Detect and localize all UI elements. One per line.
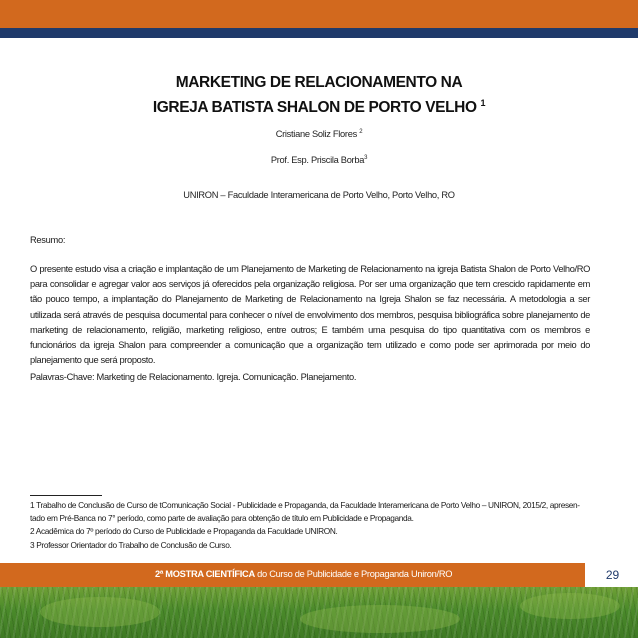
footer-text: [155, 569, 452, 579]
grass-footer-image: [0, 587, 638, 638]
page-number: 29: [587, 563, 638, 587]
author-2-marker: 3: [364, 155, 368, 161]
paper-title: [30, 72, 608, 118]
abstract-text: O presente estudo visa a criação e implantação de um Planejamento de Marketing de Relacionamento na igreja Batista Shalon de Porto Velho/RO para consolidar e agregar valor aos serviços já oferecidos pela organização religiosa. Por ser uma organização que tem crescido rapidamente em tão pouco tempo, a implantação do Planejamento de Marketing de Relacionamento na Igreja Shalon se faz necessária. A metodologia a ser utilizada será através de pesquisa documental para conhecer o nível de envolvimento dos membros, pesquisa bibliográfica sobre planejamento de marketing de relacionamento, religião, marketing religioso, entre outros; E também uma pesquisa do tipo quantitativa com os membros e funcionários da igreja Shalon para compreender a comunicação que a organização tem utilizado e como pode ser aprimorada por meio do planejamento que será proposto.: [30, 264, 590, 366]
author-2-name: Prof. Esp. Priscila Borba: [270, 155, 365, 166]
keywords: Palavras-Chave: Marketing de Relacionamento. Igreja. Comunicação. Planejamento.: [30, 372, 357, 382]
footer-orange-bar: [0, 563, 585, 587]
resumo-label: Resumo:: [30, 235, 66, 245]
affiliation: UNIRON – Faculdade Interamericana de Porto Velho, Porto Velho, RO: [183, 190, 455, 200]
footnote-1b: tado em Pré-Banca no 7° período, como parte de avaliação para obtenção de título em Publicidade e Propaganda.: [30, 513, 414, 524]
footnotes: [30, 499, 590, 552]
title-line-1: MARKETING DE RELACIONAMENTO NA: [175, 74, 463, 91]
grass-highlight: [300, 605, 460, 633]
header-orange-bar: [0, 0, 638, 28]
footer-bold-text: 2ª MOSTRA CIENTÍFICA: [155, 569, 255, 579]
author-1: [30, 129, 608, 139]
footnote-1a: 1 Trabalho de Conclusão de Curso de tComunicação Social - Publicidade e Propaganda, da Faculdade Interamericana de Porto Velho – UNIRON, 2015/2, apresen-: [30, 500, 580, 510]
title-footnote-marker: 1: [480, 98, 486, 108]
grass-highlight: [40, 597, 160, 627]
header-navy-stripe: [0, 28, 638, 38]
author-1-marker: 2: [359, 129, 363, 135]
grass-highlight: [520, 593, 620, 619]
footer-rest-text: do Curso de Publicidade e Propaganda Uniron/RO: [254, 569, 453, 579]
author-2: [30, 155, 608, 165]
title-line-2: [30, 93, 608, 118]
footnote-2: 2 Acadêmica do 7º período do Curso de Publicidade e Propaganda da Faculdade UNIRON.: [30, 526, 338, 537]
author-1-name: Cristiane Soliz Flores: [275, 129, 357, 140]
footnote-divider: [30, 495, 102, 496]
footnote-3: 3 Professor Orientador do Trabalho de Conclusão de Curso.: [30, 539, 232, 550]
title-line-2-text: IGREJA BATISTA SHALON DE PORTO VELHO: [152, 99, 477, 117]
